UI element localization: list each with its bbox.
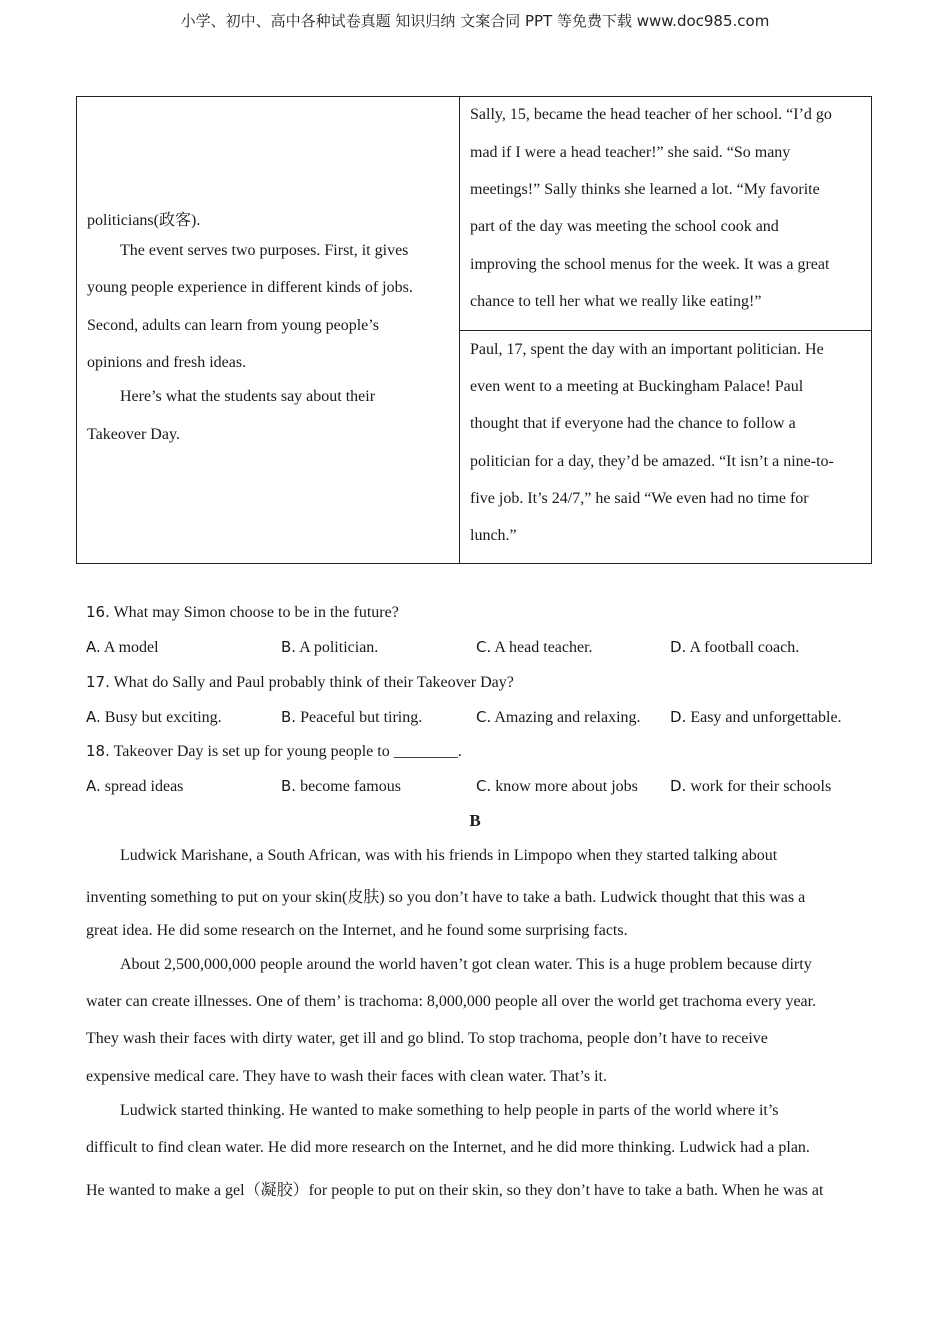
option-18-a[interactable] <box>86 777 183 796</box>
option-text: Easy and unforgettable. <box>690 709 842 726</box>
paragraph-line: Ludwick started thinking. He wanted to make something to help people in parts of the world where it’s <box>120 1102 779 1119</box>
option-16-b[interactable] <box>281 638 378 657</box>
paragraph-line: expensive medical care. They have to wash their faces with clean water. That’s it. <box>86 1068 607 1085</box>
sally-cell-line: Sally, 15, became the head teacher of her school. “I’d go <box>470 106 832 123</box>
sally-cell-line: chance to tell her what we really like eating!” <box>470 293 762 310</box>
paragraph-line: About 2,500,000,000 people around the world haven’t got clean water. This is a huge problem because dirty <box>120 956 812 973</box>
question-17 <box>86 673 514 692</box>
option-letter: B. <box>281 708 297 726</box>
option-text: A football coach. <box>689 639 800 656</box>
table-row-divider <box>459 330 871 331</box>
sally-cell-line: mad if I were a head teacher!” she said. “So many <box>470 144 791 161</box>
option-letter: D. <box>670 708 687 726</box>
option-17-c[interactable] <box>476 708 641 727</box>
option-letter: A. <box>86 708 101 726</box>
paragraph-line: inventing something to put on your skin(皮肤) so you don’t have to take a bath. Ludwick thought that this was a <box>86 889 806 906</box>
option-text: know more about jobs <box>495 778 638 795</box>
option-text: Busy but exciting. <box>104 709 222 726</box>
paul-cell-line: thought that if everyone had the chance to follow a <box>470 415 796 432</box>
left-cell-line: Takeover Day. <box>87 426 180 443</box>
option-letter: A. <box>86 777 101 795</box>
question-number: 18. <box>86 742 110 760</box>
left-cell-line: The event serves two purposes. First, it gives <box>120 242 409 259</box>
option-letter: B. <box>281 777 297 795</box>
option-text: A model <box>103 639 159 656</box>
option-18-c[interactable] <box>476 777 638 796</box>
paragraph-line: Ludwick Marishane, a South African, was with his friends in Limpopo when they started talking about <box>120 847 778 864</box>
option-16-c[interactable] <box>476 638 593 657</box>
question-number: 16. <box>86 603 110 621</box>
paul-cell-line: lunch.” <box>470 527 517 544</box>
option-17-a[interactable] <box>86 708 222 727</box>
paragraph-line: great idea. He did some research on the Internet, and he found some surprising facts. <box>86 922 628 939</box>
option-letter: D. <box>670 638 687 656</box>
option-letter: C. <box>476 708 492 726</box>
option-text: Peaceful but tiring. <box>300 709 423 726</box>
option-17-d[interactable] <box>670 708 842 727</box>
left-cell-line: politicians(政客). <box>87 212 201 229</box>
option-text: A politician. <box>299 639 379 656</box>
question-16 <box>86 603 399 622</box>
left-cell-line: opinions and fresh ideas. <box>87 354 247 371</box>
sally-cell-line: part of the day was meeting the school cook and <box>470 218 779 235</box>
option-text: A head teacher. <box>494 639 593 656</box>
left-cell-line: Second, adults can learn from young people’s <box>87 317 379 334</box>
option-letter: C. <box>476 777 492 795</box>
option-18-d[interactable] <box>670 777 831 796</box>
option-text: spread ideas <box>104 778 184 795</box>
option-16-d[interactable] <box>670 638 799 657</box>
left-cell-line: Here’s what the students say about their <box>120 388 376 405</box>
option-text: become famous <box>300 778 401 795</box>
site-banner: 小学、初中、高中各种试卷真题 知识归纳 文案合同 PPT 等免费下载 www.doc985.com <box>180 12 770 30</box>
sally-cell-line: meetings!” Sally thinks she learned a lot. “My favorite <box>470 181 820 198</box>
paul-cell-line: politician for a day, they’d be amazed. “It isn’t a nine-to- <box>470 453 834 470</box>
option-letter: C. <box>476 638 492 656</box>
paragraph-line: They wash their faces with dirty water, get ill and go blind. To stop trachoma, people don’t have to receive <box>86 1030 768 1047</box>
option-18-b[interactable] <box>281 777 401 796</box>
left-cell-line: young people experience in different kinds of jobs. <box>87 279 413 296</box>
option-17-b[interactable] <box>281 708 422 727</box>
question-number: 17. <box>86 673 110 691</box>
paul-cell-line: five job. It’s 24/7,” he said “We even had no time for <box>470 490 809 507</box>
option-text: work for their schools <box>690 778 832 795</box>
option-letter: D. <box>670 777 687 795</box>
paul-cell-line: even went to a meeting at Buckingham Palace! Paul <box>470 378 804 395</box>
paragraph-line: water can create illnesses. One of them’ is trachoma: 8,000,000 people all over the world get trachoma every year. <box>86 993 817 1010</box>
option-16-a[interactable] <box>86 638 159 657</box>
question-text: Takeover Day is set up for young people to ________. <box>113 743 462 760</box>
section-title: B <box>469 811 481 830</box>
article-table <box>76 96 872 564</box>
paragraph-line: difficult to find clean water. He did more research on the Internet, and he did more thinking. Ludwick had a plan. <box>86 1139 810 1156</box>
option-text: Amazing and relaxing. <box>494 709 641 726</box>
paragraph-line: He wanted to make a gel（凝胶）for people to put on their skin, so they don’t have to take a bath. When he was at <box>86 1182 824 1199</box>
paul-cell-line: Paul, 17, spent the day with an important politician. He <box>470 341 824 358</box>
sally-cell-line: improving the school menus for the week. It was a great <box>470 256 830 273</box>
option-letter: A. <box>86 638 101 656</box>
question-text: What do Sally and Paul probably think of their Takeover Day? <box>113 674 514 691</box>
question-text: What may Simon choose to be in the future? <box>113 604 399 621</box>
option-letter: B. <box>281 638 297 656</box>
question-18 <box>86 742 462 761</box>
